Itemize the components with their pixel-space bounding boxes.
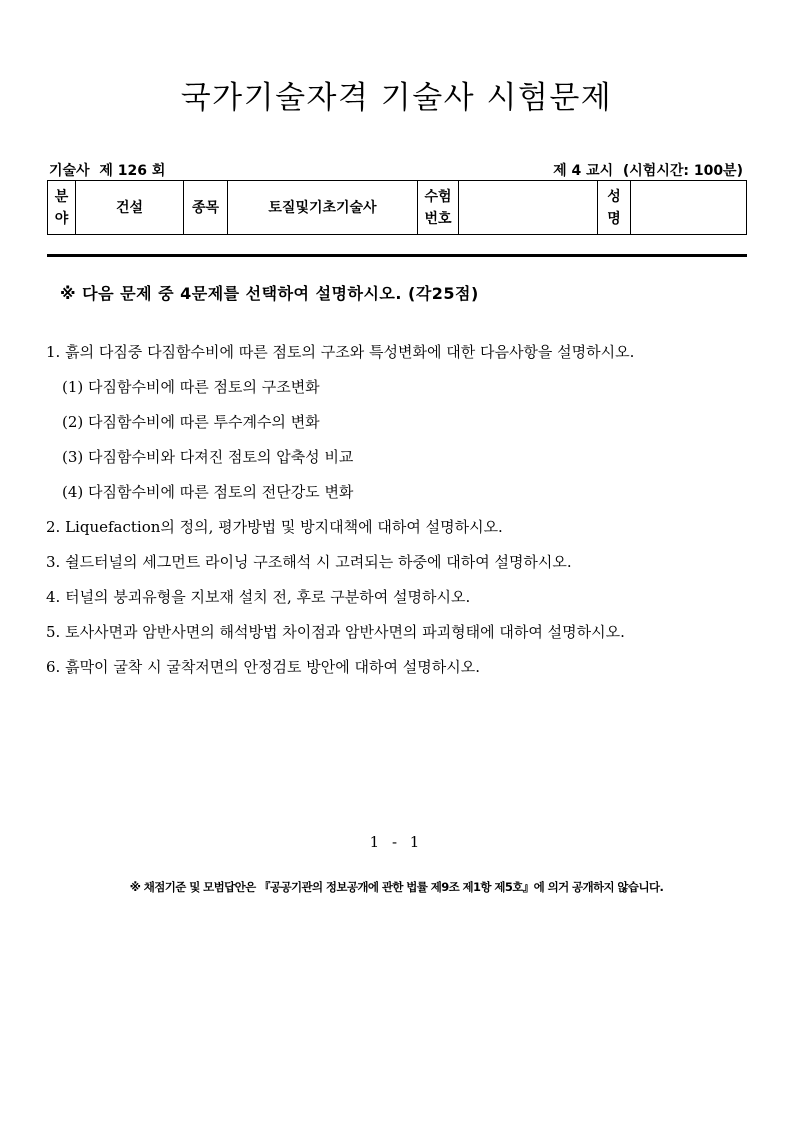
exam-round: 기술사 제 126 회	[49, 163, 166, 179]
question-1-sub-1: (1) 다짐함수비에 따른 점토의 구조변화	[62, 378, 320, 396]
question-2: 2. Liquefaction의 정의, 평가방법 및 방지대책에 대하여 설명하시오.	[46, 518, 503, 536]
question-3: 3. 쉴드터널의 세그먼트 라이닝 구조해석 시 고려되는 하중에 대하여 설명하시오.	[46, 553, 572, 571]
exam-session: 제 4 교시 (시험시간: 100분)	[553, 163, 743, 179]
question-6: 6. 흙막이 굴착 시 굴착저면의 안정검토 방안에 대하여 설명하시오.	[46, 658, 480, 676]
question-1-sub-4: (4) 다짐함수비에 따른 점토의 전단강도 변화	[62, 483, 354, 501]
exam-number-field[interactable]	[459, 181, 598, 235]
instruction-text: ※ 다음 문제 중 4문제를 선택하여 설명하시오. (각25점)	[60, 284, 479, 303]
question-1: 1. 흙의 다짐중 다짐함수비에 따른 점토의 구조와 특성변화에 대한 다음사항을 설명하시오.	[46, 343, 635, 361]
question-5: 5. 토사사면과 암반사면의 해석방법 차이점과 암반사면의 파괴형태에 대하여 설명하시오.	[46, 623, 625, 641]
category-label: 종목	[184, 181, 228, 235]
question-4: 4. 터널의 붕괴유형을 지보재 설치 전, 후로 구분하여 설명하시오.	[46, 588, 471, 606]
name-field[interactable]	[631, 181, 747, 235]
candidate-info-table	[47, 180, 747, 235]
field-value: 건설	[76, 181, 184, 235]
page-title: 국가기술자격 기술사 시험문제	[180, 80, 613, 116]
page-number: 1 - 1	[369, 833, 424, 851]
divider-rule	[47, 254, 747, 257]
name-label: 성 명	[598, 181, 631, 235]
category-value: 토질및기초기술사	[228, 181, 418, 235]
footer-notice: ※ 채점기준 및 모범답안은 『공공기관의 정보공개에 관한 법률 제9조 제1항 제5호』에 의거 공개하지 않습니다.	[129, 880, 664, 894]
question-1-sub-3: (3) 다짐함수비와 다져진 점토의 압축성 비교	[62, 448, 354, 466]
question-1-sub-2: (2) 다짐함수비에 따른 투수계수의 변화	[62, 413, 320, 431]
field-label: 분 야	[48, 181, 76, 235]
exam-number-label: 수험 번호	[418, 181, 459, 235]
